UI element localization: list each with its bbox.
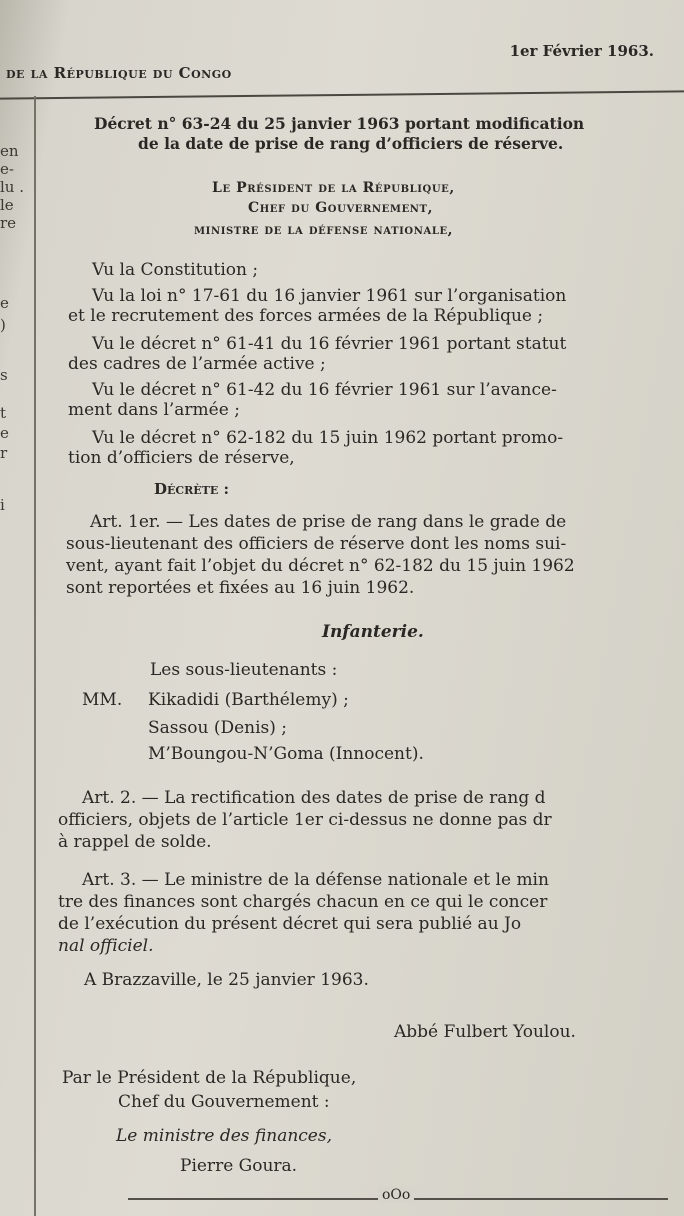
signatory: Abbé Fulbert Youlou.	[394, 1022, 576, 1042]
visa-line: des cadres de l’armée active ;	[68, 354, 326, 374]
article-3-line: tre des finances sont chargés chacun en ce qui le concer	[58, 892, 548, 912]
article-2-line: officiers, objets de l’article 1er ci-dessus ne donne pas dr	[58, 810, 552, 830]
visa-line: Vu le décret n° 62-182 du 15 juin 1962 portant promo-	[92, 428, 564, 448]
article-1-line: sous-lieutenant des officiers de réserve dont les noms sui-	[66, 534, 567, 554]
margin-fragment: e	[0, 294, 9, 312]
margin-fragment: s	[0, 366, 8, 384]
officer-name: M’Boungou-N’Goma (Innocent).	[148, 744, 424, 764]
officer-name: Sassou (Denis) ;	[148, 718, 288, 738]
running-header-date: 1er Février 1963.	[509, 42, 654, 60]
article-1-line: sont reportées et fixées au 16 juin 1962.	[66, 578, 415, 598]
article-3-line: de l’exécution du présent décret qui sera publié au Jo	[58, 914, 522, 934]
by-line: Chef du Gouvernement :	[118, 1092, 330, 1112]
article-1-line: Art. 1er. — Les dates de prise de rang dans le grade de	[90, 512, 567, 532]
visa-line: Vu le décret n° 61-41 du 16 février 1961 portant statut	[92, 334, 567, 354]
margin-fragment: i	[0, 496, 5, 514]
header-rule	[0, 90, 684, 99]
visa-line: et le recrutement des forces armées de la République ;	[68, 306, 544, 326]
article-1-line: vent, ayant fait l’objet du décret n° 62-182 du 15 juin 1962	[66, 556, 575, 576]
margin-fragment: r	[0, 444, 8, 462]
place-date: A Brazzaville, le 25 janvier 1963.	[84, 970, 369, 990]
authority-line: Le Président de la République,	[212, 180, 455, 196]
margin-fragment: en	[0, 142, 19, 160]
visa-line: ment dans l’armée ;	[68, 400, 240, 420]
footer-ornament: oOo	[378, 1187, 414, 1203]
visa-line: Vu la Constitution ;	[92, 260, 259, 280]
by-line: Par le Président de la République,	[62, 1068, 357, 1088]
officer-name: Kikadidi (Barthélemy) ;	[148, 690, 349, 710]
decrete-heading: Décrète :	[154, 480, 230, 498]
minister-title: Le ministre des finances,	[116, 1126, 332, 1146]
article-3-line: nal officiel.	[58, 936, 154, 956]
article-2-line: à rappel de solde.	[58, 832, 212, 852]
margin-fragment: re	[0, 214, 17, 232]
visa-line: Vu le décret n° 61-42 du 16 février 1961 sur l’avance-	[92, 380, 557, 400]
article-3-line: Art. 3. — Le ministre de la défense nationale et le min	[82, 870, 549, 890]
margin-fragment: lu .	[0, 178, 24, 196]
visa-line: tion d’officiers de réserve,	[68, 448, 295, 468]
authority-line: Chef du Gouvernement,	[248, 200, 434, 216]
section-heading: Infanterie.	[322, 622, 424, 642]
margin-fragment: le	[0, 196, 14, 214]
visa-line: Vu la loi n° 17-61 du 16 janvier 1961 sur l’organisation	[92, 286, 567, 306]
minister-name: Pierre Goura.	[180, 1156, 298, 1176]
decree-title-line: de la date de prise de rang d’officiers de réserve.	[138, 134, 564, 153]
margin-fragment: t	[0, 404, 7, 422]
margin-fragment: e-	[0, 160, 14, 178]
article-2-line: Art. 2. — La rectification des dates de prise de rang d	[82, 788, 546, 808]
running-header-left: de la République du Congo	[6, 64, 232, 82]
mm-label: MM.	[82, 690, 123, 710]
ranks-heading: Les sous-lieutenants :	[150, 660, 338, 680]
margin-fragment: e	[0, 424, 9, 442]
decree-title-line: Décret n° 63-24 du 25 janvier 1963 portant modification	[94, 114, 585, 133]
margin-fragment: )	[0, 316, 6, 334]
authority-line: ministre de la défense nationale,	[194, 222, 454, 238]
column-rule	[34, 96, 36, 1216]
